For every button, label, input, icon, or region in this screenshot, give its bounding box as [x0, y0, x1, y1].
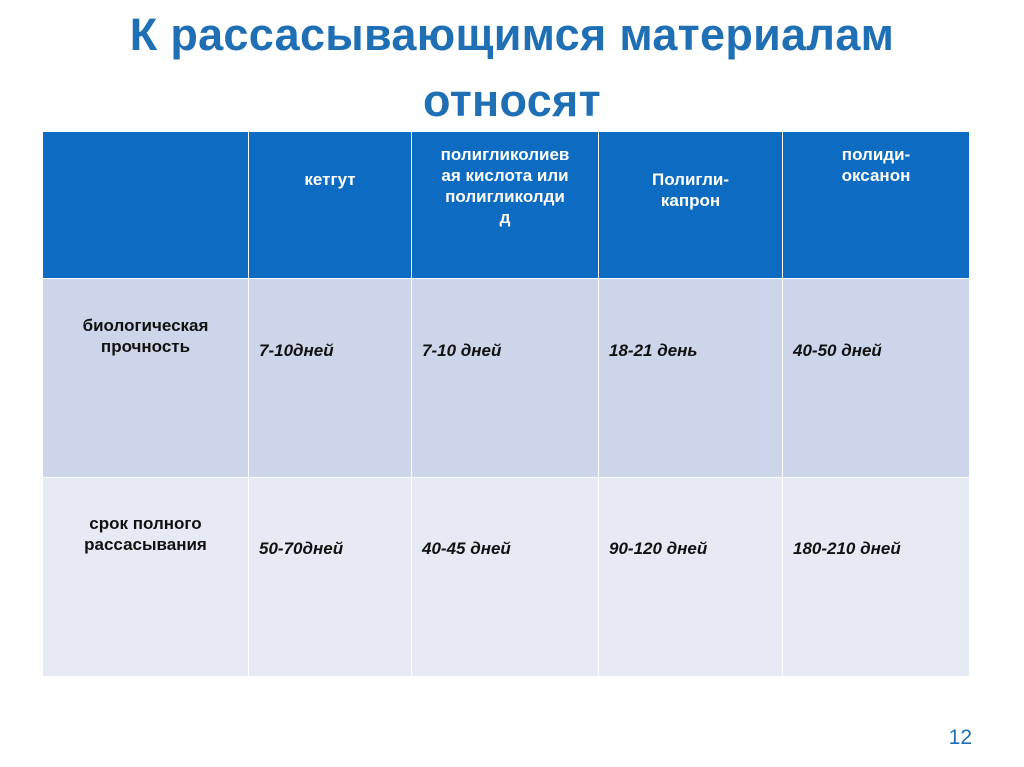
value-text: 7-10 дней	[422, 341, 502, 360]
header-label: капрон	[660, 191, 721, 210]
table-header-row	[43, 132, 970, 279]
table-row-full-absorption	[43, 478, 970, 677]
value-cell	[599, 478, 783, 677]
value-cell	[599, 279, 783, 478]
value-text: 180-210 дней	[793, 539, 901, 558]
header-label: полиди-	[841, 145, 911, 164]
header-label: полигликолди	[445, 187, 565, 206]
value-text: 90-120 дней	[609, 539, 708, 558]
value-cell	[249, 279, 412, 478]
header-label: кетгут	[304, 170, 356, 189]
value-cell	[783, 279, 970, 478]
value-text: 40-45 дней	[422, 539, 511, 558]
header-cell-polyglecaprone	[599, 132, 783, 279]
header-label: Полигли-	[652, 170, 729, 189]
row-label: срок полного	[89, 514, 202, 533]
value-text: 50-70дней	[259, 539, 344, 558]
header-label: д	[499, 208, 511, 227]
row-label-cell	[43, 478, 249, 677]
row-label: прочность	[100, 337, 191, 356]
value-text: 7-10дней	[259, 341, 334, 360]
slide-title-line-1: К рассасывающимся материалам	[129, 9, 895, 60]
value-text: 40-50 дней	[793, 341, 882, 360]
value-cell	[783, 478, 970, 677]
value-text: 18-21 день	[609, 341, 698, 360]
header-label: ая кислота или	[441, 166, 569, 185]
table-row-biological-strength	[43, 279, 970, 478]
value-cell	[412, 279, 599, 478]
slide-title-line-2: относят	[423, 75, 601, 126]
page-number: 12	[948, 726, 972, 749]
slide-title	[40, 2, 984, 134]
header-cell-catgut	[249, 132, 412, 279]
header-label: полигликолиев	[440, 145, 570, 164]
value-cell	[412, 478, 599, 677]
row-label-cell	[43, 279, 249, 478]
materials-table	[42, 131, 970, 677]
row-label: биологическая	[82, 316, 209, 335]
row-label: рассасывания	[84, 535, 207, 554]
header-label: оксанон	[841, 166, 911, 185]
value-cell	[249, 478, 412, 677]
header-cell-polydioxanone	[783, 132, 970, 279]
header-cell-polyglycolic-acid	[412, 132, 599, 279]
header-cell-empty	[43, 132, 249, 279]
